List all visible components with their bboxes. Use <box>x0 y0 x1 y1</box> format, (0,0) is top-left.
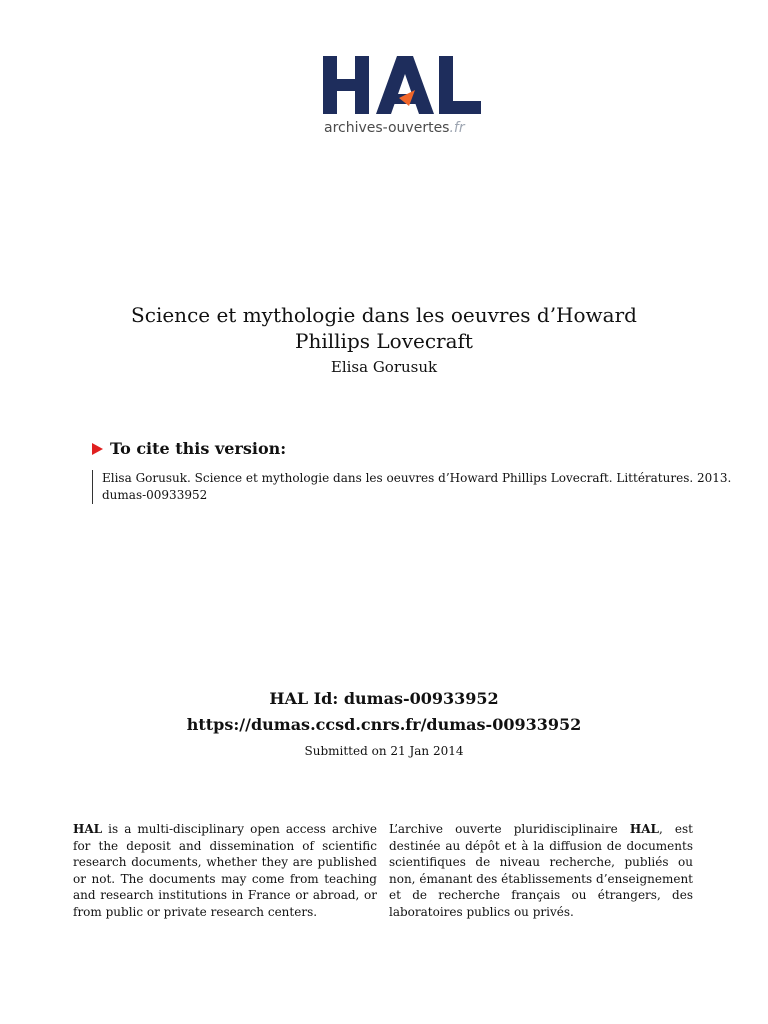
hal-id-block <box>100 686 668 738</box>
document-title: Science et mythologie dans les oeuvres d’Howard Phillips Lovecraft <box>131 303 637 353</box>
citation-text: Elisa Gorusuk. Science et mythologie dans les oeuvres d’Howard Phillips Lovecraft. Littératures. 2013. dumas-00933952 <box>92 470 738 504</box>
triangle-right-icon <box>92 443 103 455</box>
hal-description-fr-intro: L’archive ouverte pluridisciplinaire <box>389 822 630 836</box>
hal-logo <box>323 54 485 142</box>
hal-id: HAL Id: dumas-00933952 <box>269 689 499 708</box>
cite-heading <box>92 439 286 458</box>
hal-name-fr: HAL <box>629 822 659 836</box>
hal-description-fr-text: , est destinée au dépôt et à la diffusion de documents scientifiques de niveau recherche, publiés ou non, émanant des établissements d’enseignement et de recherche français ou étrangers, des laboratoires publics ou privés. <box>389 822 693 919</box>
submission-date: Submitted on 21 Jan 2014 <box>304 744 464 758</box>
cite-heading-label: To cite this version: <box>110 439 287 458</box>
hal-description-fr <box>389 821 693 920</box>
hal-logo-subtitle: archives-ouvertes.fr <box>324 120 465 136</box>
hal-url-link[interactable]: https://dumas.ccsd.cnrs.fr/dumas-00933952 <box>186 715 582 734</box>
document-author: Elisa Gorusuk <box>330 358 438 376</box>
hal-name-en: HAL <box>73 822 103 836</box>
hal-wordmark-icon <box>323 54 485 118</box>
hal-description-en-text: is a multi-disciplinary open access archive for the deposit and dissemination of scientific research documents, whether they are published or not. The documents may come from teaching and research institutions in France or abroad, or from public or private research centers. <box>73 822 377 919</box>
hal-description-en <box>73 821 377 920</box>
